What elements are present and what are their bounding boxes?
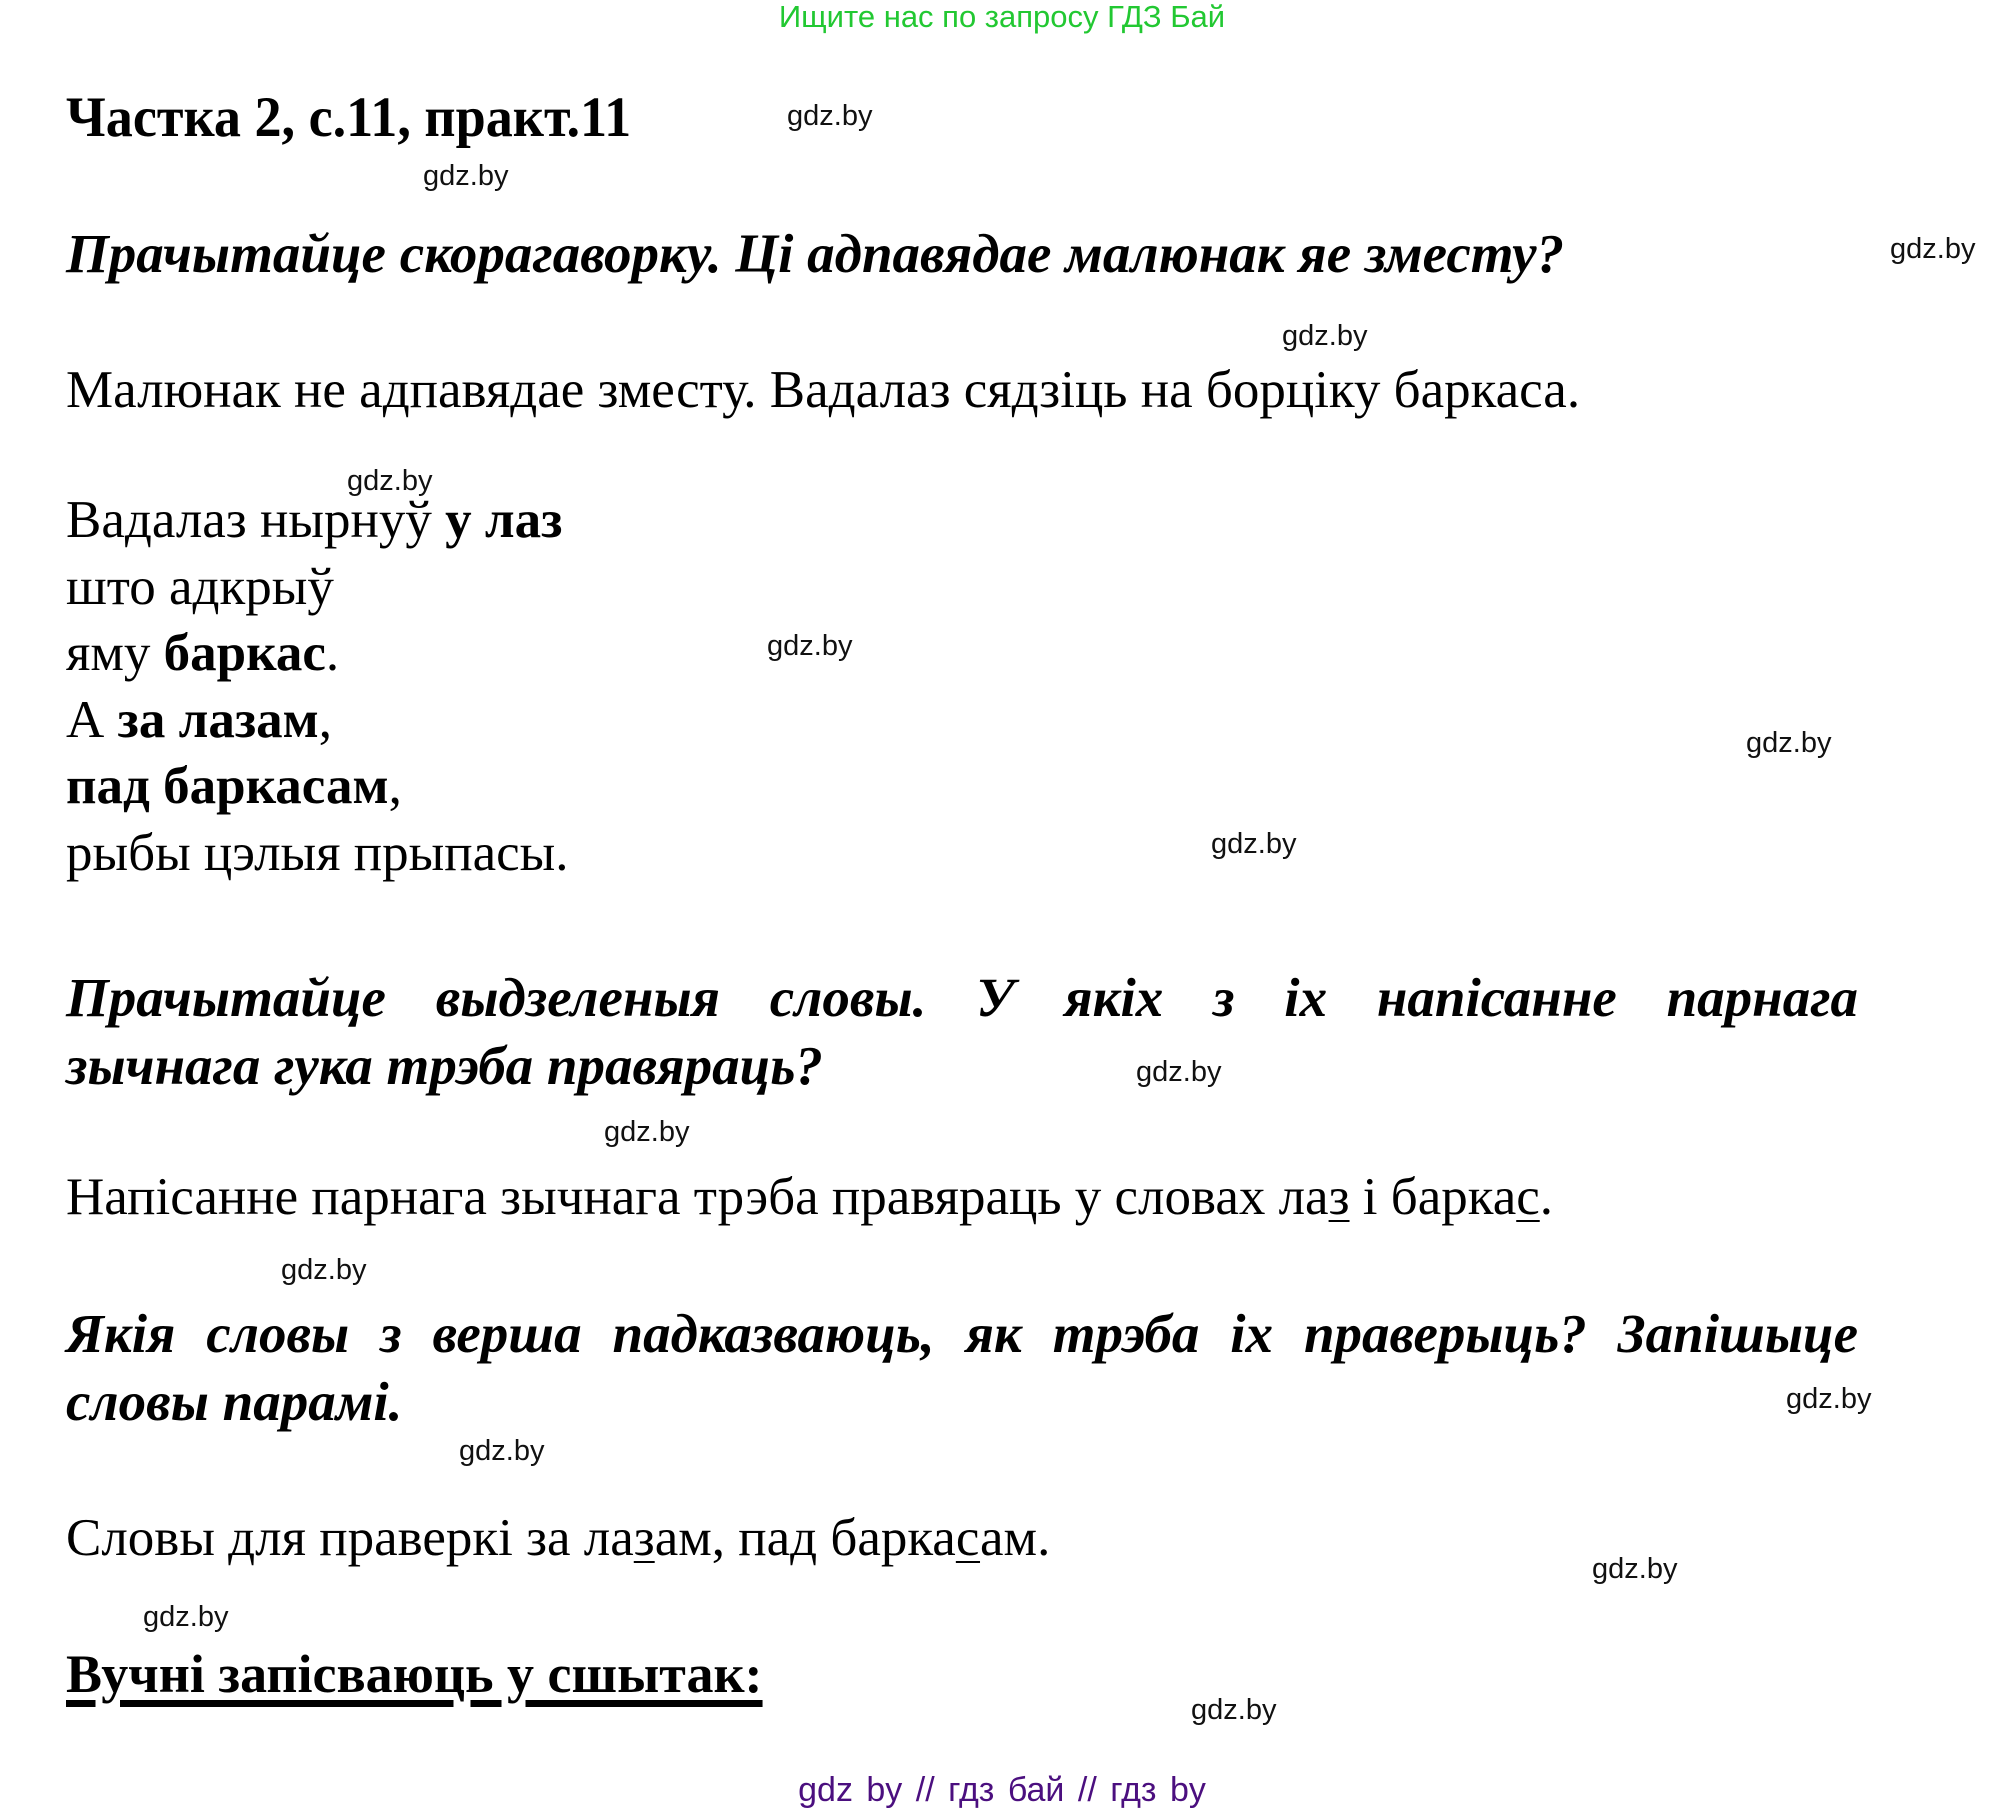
answer-text: .	[1539, 1168, 1553, 1226]
poem-highlight: у лаз	[445, 491, 563, 549]
answer-text: Словы для праверкі за ла	[66, 1509, 634, 1567]
watermark: gdz.by	[1211, 828, 1297, 860]
notebook-heading: Вучні запісваюць у сшытак:	[66, 1644, 763, 1704]
watermark: gdz.by	[1890, 233, 1976, 265]
answer-text: і барка	[1349, 1168, 1517, 1226]
underlined-letter: з	[633, 1509, 655, 1567]
answer-text: ам.	[980, 1509, 1051, 1567]
page-title: Частка 2, с.11, практ.11	[66, 86, 632, 149]
poem-line-4	[66, 687, 332, 753]
watermark: gdz.by	[604, 1116, 690, 1148]
poem-text: .	[325, 624, 340, 682]
watermark: gdz.by	[281, 1254, 367, 1286]
watermark: gdz.by	[1191, 1694, 1277, 1726]
footer-links[interactable]: gdz by // гдз бай // гдз by	[798, 1771, 1206, 1809]
question-2-line-1: Прачытайце выдзеленыя словы. У якіх з іх напісанне парнага	[66, 967, 1858, 1028]
watermark: gdz.by	[1592, 1553, 1678, 1585]
watermark: gdz.by	[347, 465, 433, 497]
poem-highlight: пад баркасам	[66, 757, 389, 815]
underlined-letter: с	[1516, 1168, 1540, 1226]
poem-text: яму	[66, 624, 164, 682]
poem-line-6	[66, 820, 569, 886]
underlined-letter: з	[1328, 1168, 1350, 1226]
question-3-line-1: Якія словы з верша падказваюць, як трэба іх праверыць? Запішыце	[66, 1303, 1858, 1364]
watermark: gdz.by	[787, 100, 873, 132]
underlined-letter: с	[955, 1509, 981, 1567]
poem-text: ,	[388, 757, 402, 815]
answer-2	[66, 1164, 1553, 1230]
answer-3	[66, 1505, 1050, 1571]
question-2-line-2: зычнага гука трэба правяраць?	[66, 1035, 823, 1096]
poem-text: ,	[318, 691, 332, 749]
watermark: gdz.by	[143, 1601, 229, 1633]
watermark: gdz.by	[1786, 1383, 1872, 1415]
answer-1: Малюнак не адпавядае зместу. Вадалаз сядзіць на борціку баркаса.	[66, 361, 1581, 419]
poem-line-5	[66, 753, 402, 819]
poem-line-3	[66, 620, 339, 686]
watermark: gdz.by	[423, 160, 509, 192]
watermark: gdz.by	[1282, 320, 1368, 352]
answer-text: ам, пад барка	[654, 1509, 956, 1567]
poem-line-2	[66, 554, 334, 620]
watermark: gdz.by	[1136, 1056, 1222, 1088]
watermark: gdz.by	[1746, 727, 1832, 759]
poem-text: Вадалаз нырнуў	[66, 491, 446, 549]
answer-text: Напісанне парнага зычнага трэба правяраць у словах ла	[66, 1168, 1329, 1226]
poem-text: рыбы цэлыя прыпасы.	[66, 824, 569, 882]
watermark: gdz.by	[459, 1435, 545, 1467]
poem-highlight: за лазам	[117, 691, 319, 749]
poem-text: што адкрыў	[66, 558, 334, 616]
question-3-line-2: словы парамі.	[66, 1371, 403, 1432]
site-banner: Ищите нас по запросу ГДЗ Бай	[778, 0, 1226, 34]
watermark: gdz.by	[767, 630, 853, 662]
poem-highlight: баркас	[163, 624, 326, 682]
poem-text: А	[66, 691, 118, 749]
question-1: Прачытайце скорагаворку. Ці адпавядае малюнак яе зместу?	[66, 223, 1565, 284]
poem-line-1	[66, 487, 562, 553]
